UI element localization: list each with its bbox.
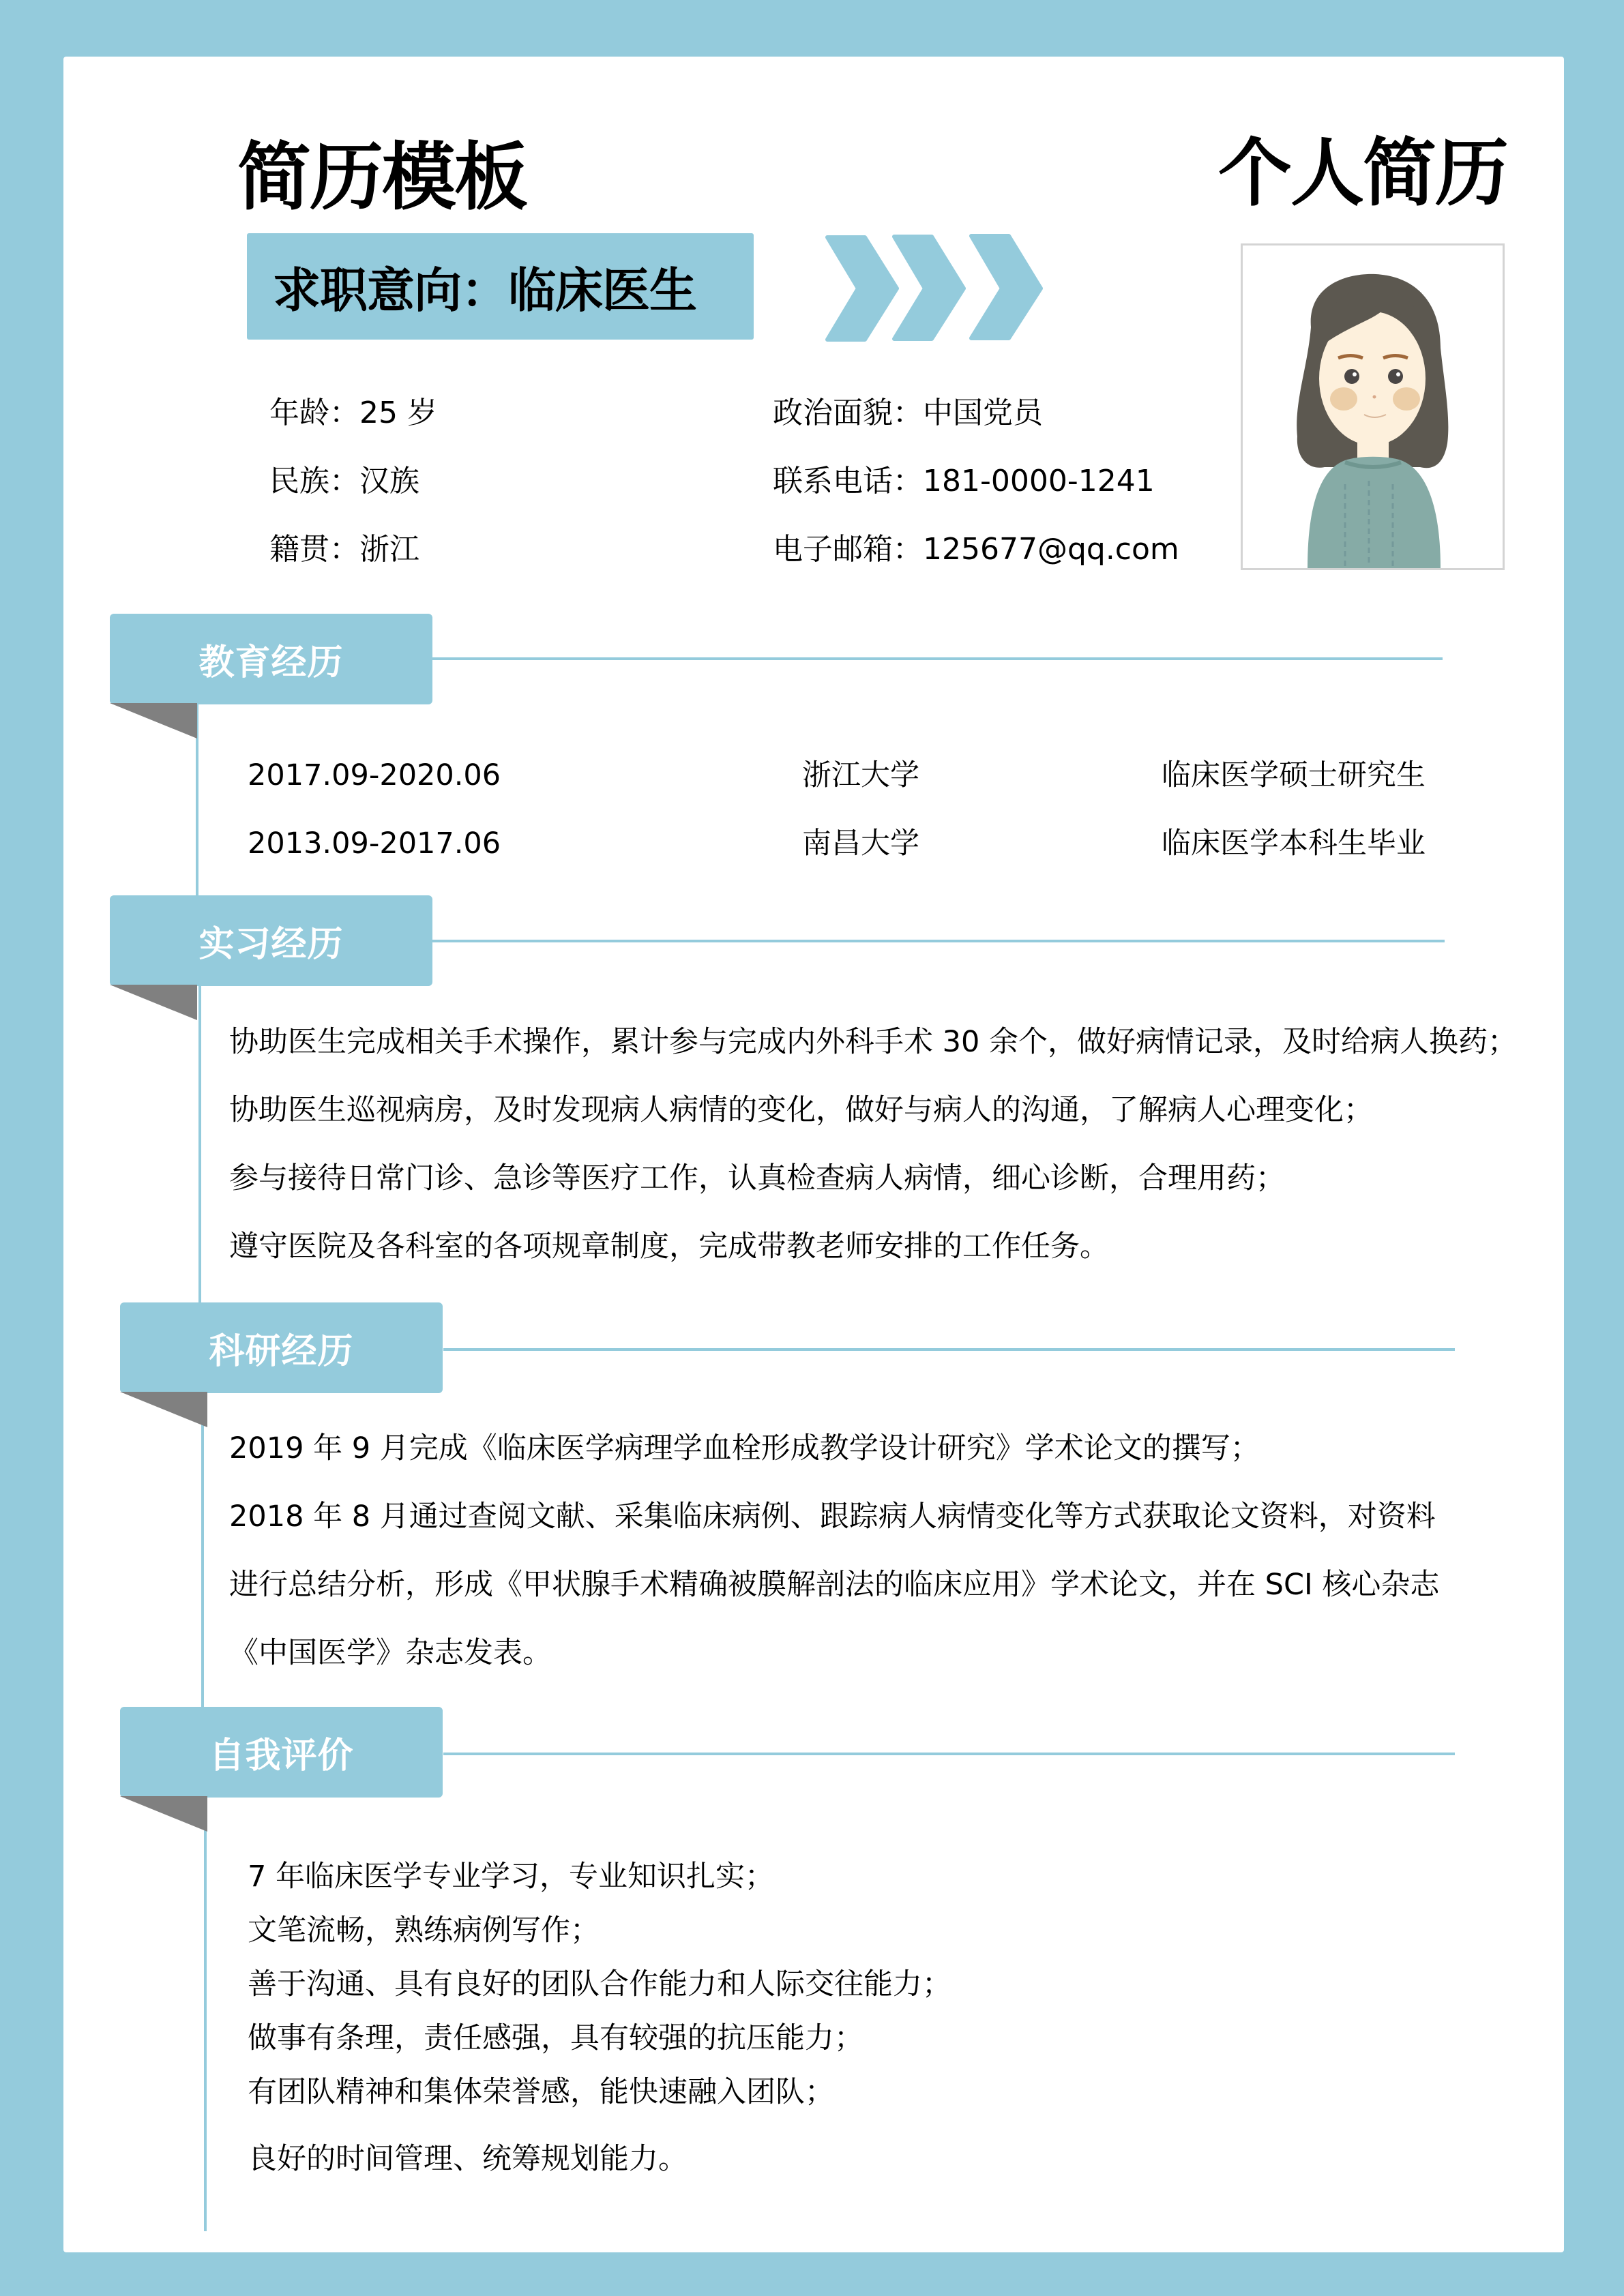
section-header-self-evaluation: 自我评价 bbox=[120, 1707, 443, 1798]
internship-line: 遵守医院及各科室的各项规章制度，完成带教老师安排的工作任务。 bbox=[229, 1229, 1109, 1264]
info-email: 电子邮箱：125677@qq.com bbox=[773, 532, 1179, 567]
research-line: 2019 年 9 月完成《临床医学病理学血栓形成教学设计研究》学术论文的撰写； bbox=[229, 1431, 1260, 1465]
edu-degree: 临床医学本科生毕业 bbox=[1162, 826, 1426, 861]
timeline-line bbox=[198, 982, 201, 1309]
resume-title: 个人简历 bbox=[1218, 131, 1508, 216]
section-divider bbox=[432, 657, 1443, 660]
self-eval-line: 做事有条理，责任感强，具有较强的抗压能力； bbox=[248, 2021, 863, 2055]
ribbon-fold-icon bbox=[120, 1796, 209, 1832]
self-eval-line: 善于沟通、具有良好的团队合作能力和人际交往能力； bbox=[248, 1967, 951, 2001]
research-line: 进行总结分析，形成《甲状腺手术精确被膜解剖法的临床应用》学术论文，并在 SCI 核心杂志 bbox=[229, 1568, 1440, 1602]
info-political-status: 政治面貌：中国党员 bbox=[773, 396, 1043, 430]
info-hometown: 籍贯：浙江 bbox=[269, 532, 419, 567]
self-eval-line: 文笔流畅，熟练病例写作； bbox=[248, 1913, 600, 1948]
info-phone: 联系电话：181-0000-1241 bbox=[773, 464, 1155, 498]
edu-period: 2017.09-2020.06 bbox=[248, 758, 501, 792]
section-header-education: 教育经历 bbox=[110, 614, 432, 704]
ribbon-fold-icon bbox=[110, 703, 198, 739]
info-age: 年龄：25 岁 bbox=[269, 396, 437, 430]
avatar-illustration-icon bbox=[1243, 245, 1503, 568]
edu-degree: 临床医学硕士研究生 bbox=[1162, 758, 1426, 792]
self-eval-line: 有团队精神和集体荣誉感，能快速融入团队； bbox=[248, 2075, 834, 2109]
edu-school: 南昌大学 bbox=[802, 826, 919, 861]
research-line: 《中国医学》杂志发表。 bbox=[229, 1636, 552, 1670]
section-divider bbox=[443, 1348, 1455, 1351]
self-eval-line: 7 年临床医学专业学习，专业知识扎实； bbox=[248, 1860, 775, 1894]
ribbon-fold-icon bbox=[110, 985, 198, 1020]
job-intent-text: 求职意向：临床医生 bbox=[273, 262, 696, 318]
section-divider bbox=[432, 940, 1445, 942]
internship-line: 参与接待日常门诊、急诊等医疗工作，认真检查病人病情，细心诊断，合理用药； bbox=[229, 1161, 1285, 1195]
section-header-research: 科研经历 bbox=[120, 1302, 443, 1393]
info-ethnicity: 民族：汉族 bbox=[269, 464, 419, 498]
chevron-arrows-icon bbox=[824, 234, 1044, 343]
edu-school: 浙江大学 bbox=[802, 758, 919, 792]
profile-photo bbox=[1241, 243, 1505, 570]
template-title: 简历模板 bbox=[237, 135, 527, 220]
job-intent-banner bbox=[247, 233, 754, 340]
section-header-internship: 实习经历 bbox=[110, 895, 432, 986]
ribbon-fold-icon bbox=[120, 1392, 209, 1427]
self-eval-line: 良好的时间管理、统筹规划能力。 bbox=[248, 2142, 688, 2176]
internship-line: 协助医生巡视病房，及时发现病人病情的变化，做好与病人的沟通，了解病人心理变化； bbox=[229, 1093, 1373, 1127]
edu-period: 2013.09-2017.06 bbox=[248, 826, 501, 861]
internship-line: 协助医生完成相关手术操作，累计参与完成内外科手术 30 余个，做好病情记录，及时给病人换药； bbox=[229, 1025, 1518, 1059]
timeline-line bbox=[201, 1391, 204, 1712]
timeline-line bbox=[204, 1797, 207, 2231]
research-line: 2018 年 8 月通过查阅文献、采集临床病例、跟踪病人病情变化等方式获取论文资料，对资料 bbox=[229, 1500, 1436, 1534]
section-divider bbox=[443, 1753, 1455, 1755]
